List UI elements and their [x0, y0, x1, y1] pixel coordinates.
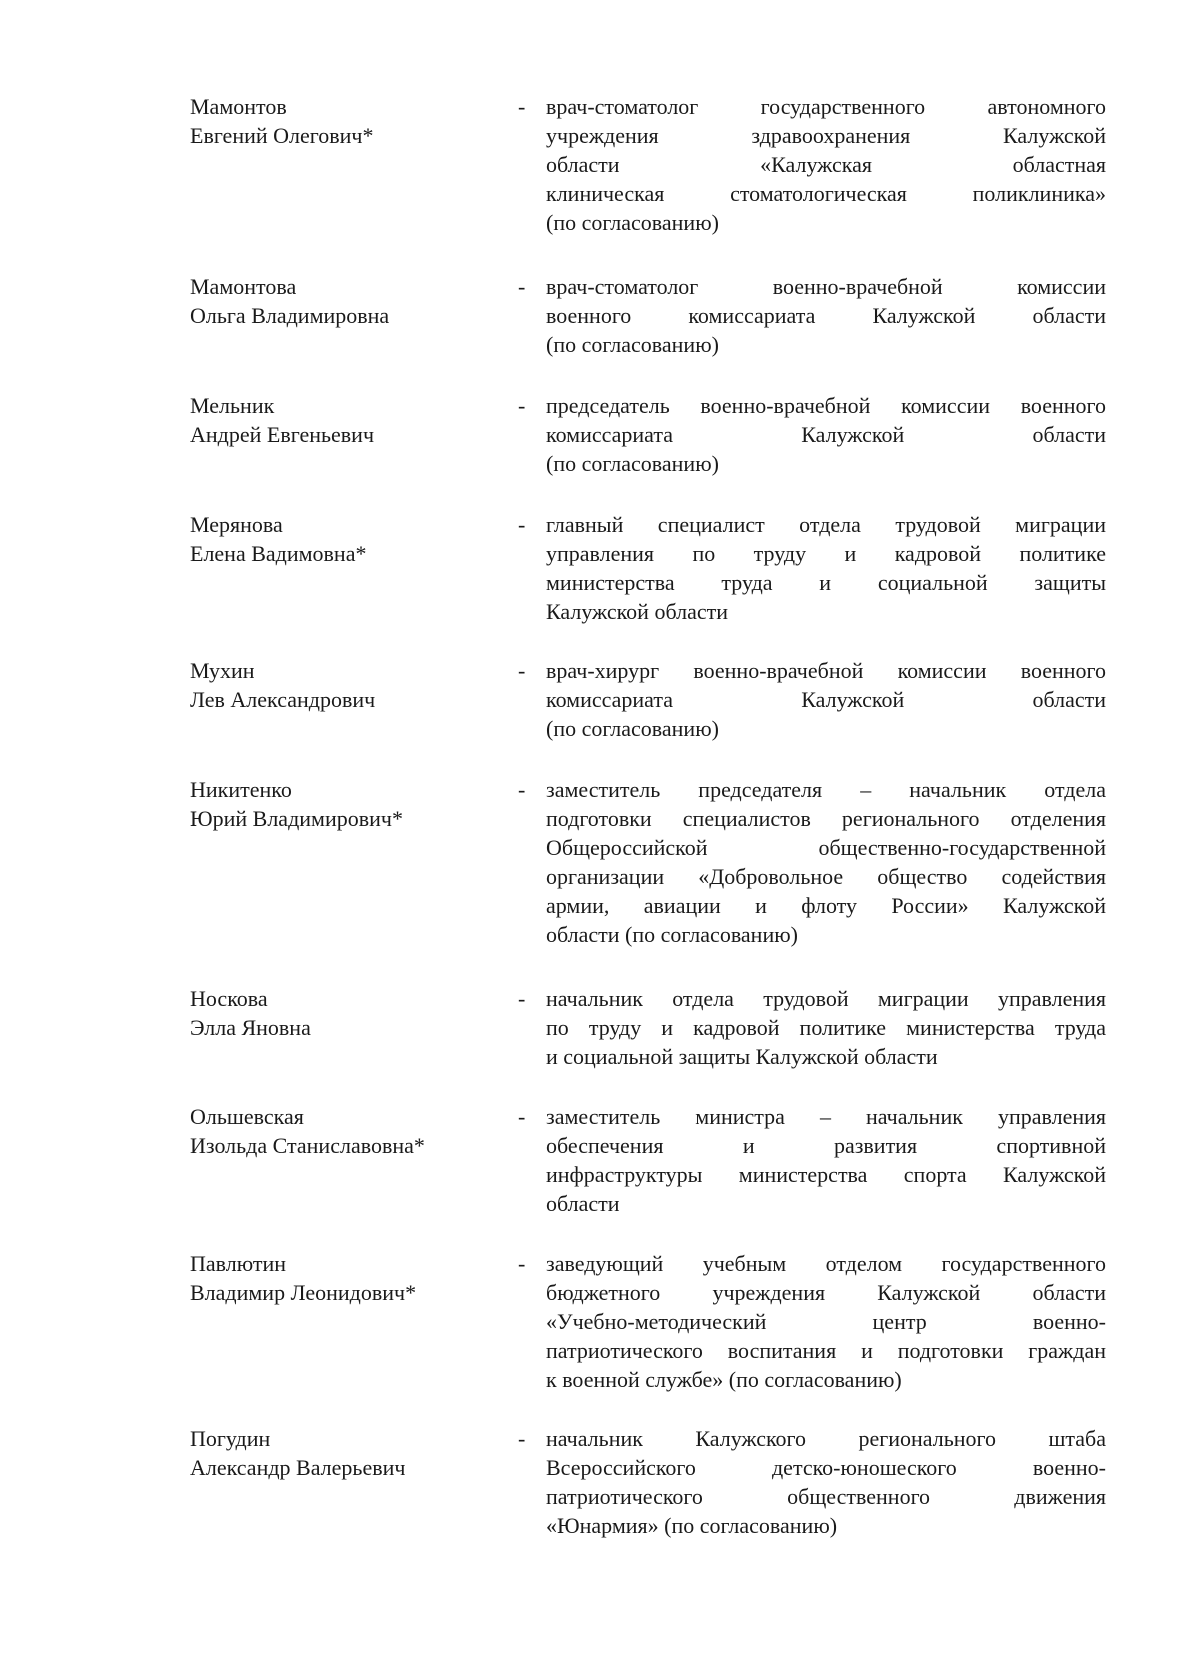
role-line: заместитель председателя – начальник отдела [546, 777, 1106, 802]
member-name [190, 775, 490, 833]
role-line: «Учебно-методический центр военно- [546, 1309, 1106, 1334]
role-line: врач-стоматолог государственного автономного [546, 94, 1106, 119]
role-line: главный специалист отдела трудовой миграции [546, 512, 1106, 537]
role-line: комиссариата Калужской области [546, 422, 1106, 447]
member-name [190, 391, 490, 449]
separator-dash: - [518, 94, 526, 119]
role-line: области (по согласованию) [546, 922, 798, 947]
member-surname: Мерянова [190, 512, 283, 537]
role-line: комиссариата Калужской области [546, 687, 1106, 712]
role-line: области [546, 1191, 620, 1216]
member-role [546, 391, 1106, 478]
separator-dash: - [518, 777, 526, 802]
member-name [190, 1424, 490, 1482]
role-line: (по согласованию) [546, 210, 719, 235]
member-name [190, 510, 490, 568]
separator-dash: - [518, 393, 526, 418]
separator-dash: - [518, 1251, 526, 1276]
role-line: (по согласованию) [546, 716, 719, 741]
role-line: начальник отдела трудовой миграции управления [546, 986, 1106, 1011]
role-line: Общероссийской общественно-государственной [546, 835, 1106, 860]
member-role [546, 510, 1106, 626]
member-given-names: Владимир Леонидович* [190, 1280, 417, 1305]
member-name [190, 272, 490, 330]
member-given-names: Лев Александрович [190, 687, 376, 712]
role-line: управления по труду и кадровой политике [546, 541, 1106, 566]
role-line: обеспечения и развития спортивной [546, 1133, 1106, 1158]
role-line: Калужской области [546, 599, 728, 624]
member-role [546, 92, 1106, 237]
member-name [190, 1249, 490, 1307]
role-line: заведующий учебным отделом государственного [546, 1251, 1106, 1276]
role-line: военного комиссариата Калужской области [546, 303, 1106, 328]
role-line: армии, авиации и флоту России» Калужской [546, 893, 1106, 918]
role-line: «Юнармия» (по согласованию) [546, 1513, 838, 1538]
member-given-names: Андрей Евгеньевич [190, 422, 375, 447]
separator-dash: - [518, 512, 526, 537]
role-line: врач-хирург военно-врачебной комиссии военного [546, 658, 1106, 683]
member-given-names: Элла Яновна [190, 1015, 311, 1040]
role-line: организации «Добровольное общество содействия [546, 864, 1106, 889]
role-line: министерства труда и социальной защиты [546, 570, 1106, 595]
member-role [546, 656, 1106, 743]
member-given-names: Ольга Владимировна [190, 303, 390, 328]
member-given-names: Изольда Станиславовна* [190, 1133, 425, 1158]
member-given-names: Евгений Олегович* [190, 123, 374, 148]
member-surname: Носкова [190, 986, 268, 1011]
member-surname: Мухин [190, 658, 255, 683]
role-line: патриотического воспитания и подготовки граждан [546, 1338, 1106, 1363]
role-line: Всероссийского детско-юношеского военно- [546, 1455, 1106, 1480]
role-line: патриотического общественного движения [546, 1484, 1106, 1509]
member-role [546, 272, 1106, 359]
member-role [546, 1102, 1106, 1218]
role-line: инфраструктуры министерства спорта Калужской [546, 1162, 1106, 1187]
role-line: по труду и кадровой политике министерства труда [546, 1015, 1106, 1040]
role-line: (по согласованию) [546, 332, 719, 357]
member-surname: Ольшевская [190, 1104, 304, 1129]
member-name [190, 92, 490, 150]
role-line: заместитель министра – начальник управления [546, 1104, 1106, 1129]
member-role [546, 984, 1106, 1071]
member-surname: Мамонтов [190, 94, 287, 119]
separator-dash: - [518, 1104, 526, 1129]
separator-dash: - [518, 274, 526, 299]
member-name [190, 1102, 490, 1160]
role-line: подготовки специалистов регионального отделения [546, 806, 1106, 831]
role-line: председатель военно-врачебной комиссии военного [546, 393, 1106, 418]
role-line: области «Калужская областная [546, 152, 1106, 177]
member-surname: Мельник [190, 393, 275, 418]
member-surname: Павлютин [190, 1251, 287, 1276]
member-role [546, 775, 1106, 949]
member-name [190, 656, 490, 714]
member-given-names: Юрий Владимирович* [190, 806, 403, 831]
role-line: бюджетного учреждения Калужской области [546, 1280, 1106, 1305]
role-line: врач-стоматолог военно-врачебной комиссии [546, 274, 1106, 299]
separator-dash: - [518, 658, 526, 683]
member-name [190, 984, 490, 1042]
member-given-names: Елена Вадимовна* [190, 541, 367, 566]
role-line: начальник Калужского регионального штаба [546, 1426, 1106, 1451]
member-surname: Мамонтова [190, 274, 297, 299]
member-surname: Погудин [190, 1426, 271, 1451]
member-surname: Никитенко [190, 777, 292, 802]
role-line: (по согласованию) [546, 451, 719, 476]
member-given-names: Александр Валерьевич [190, 1455, 406, 1480]
separator-dash: - [518, 986, 526, 1011]
role-line: клиническая стоматологическая поликлиника» [546, 181, 1106, 206]
separator-dash: - [518, 1426, 526, 1451]
role-line: учреждения здравоохранения Калужской [546, 123, 1106, 148]
role-line: и социальной защиты Калужской области [546, 1044, 938, 1069]
member-role [546, 1249, 1106, 1394]
member-role [546, 1424, 1106, 1540]
role-line: к военной службе» (по согласованию) [546, 1367, 902, 1392]
